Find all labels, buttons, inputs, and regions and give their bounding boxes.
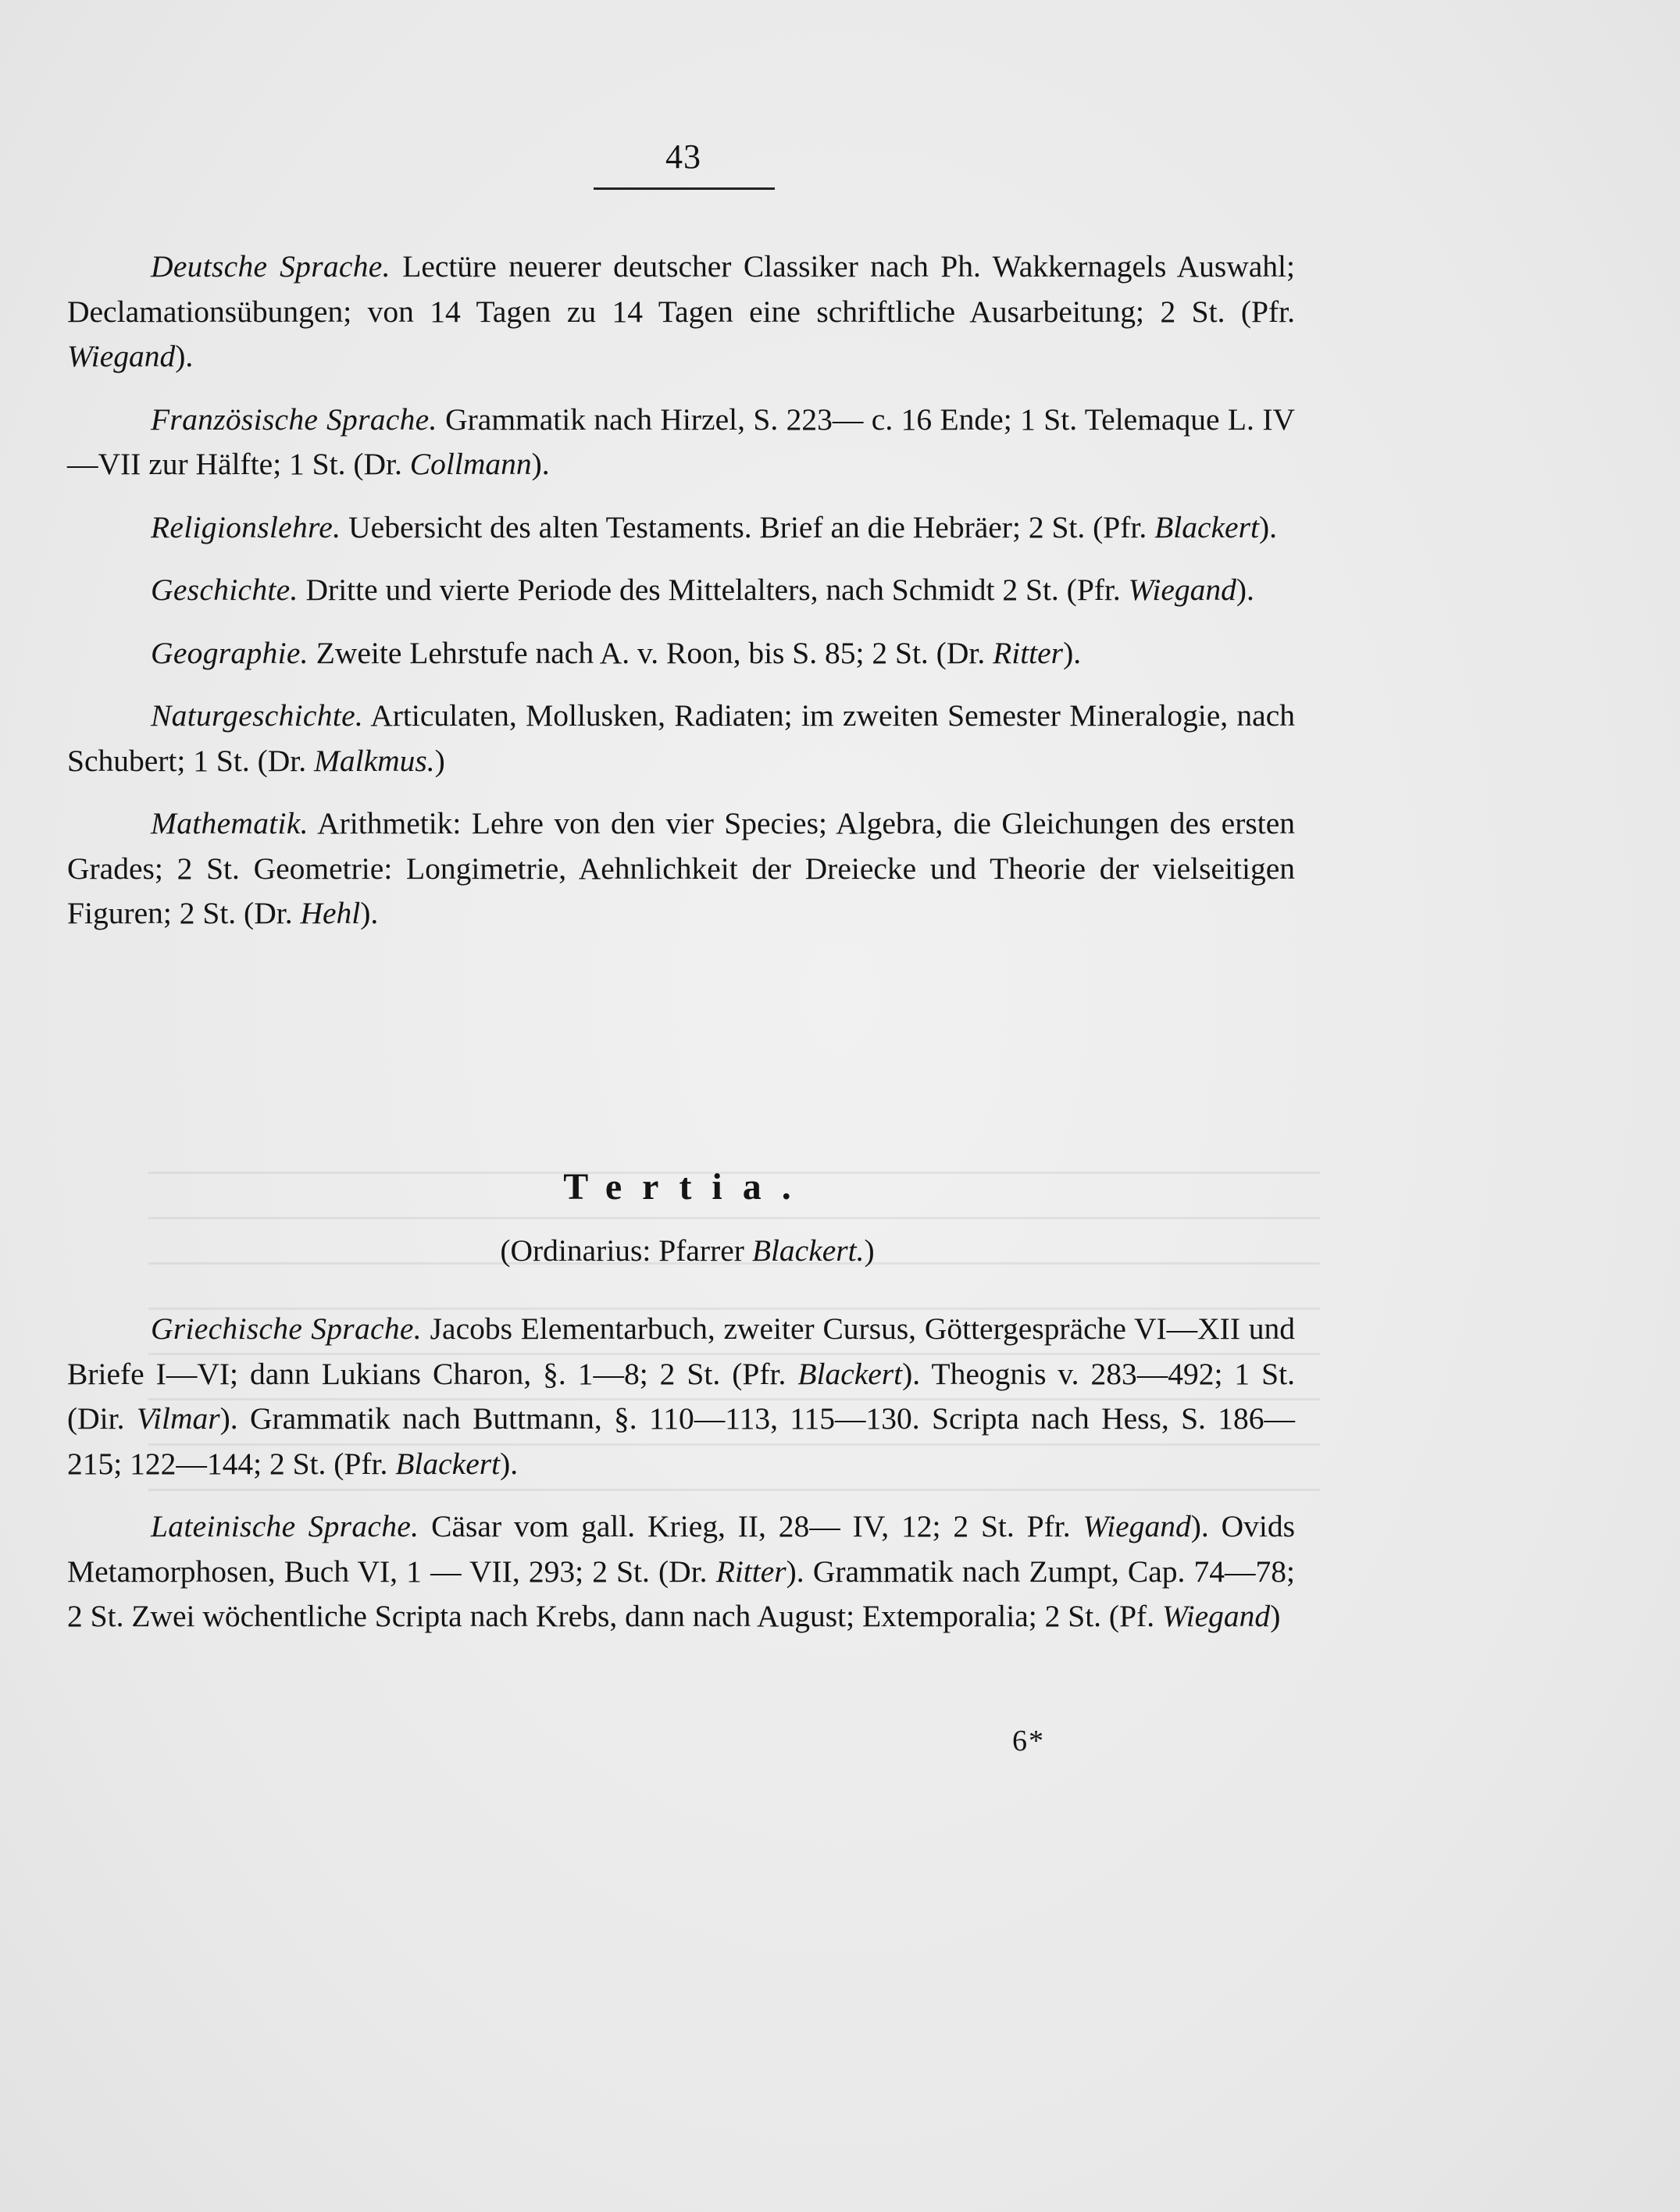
sheet-signature: 6*	[1012, 1725, 1045, 1757]
subject-text: Grammatik nach Hirzel, S. 223— c. 16 Ende; 1 St. Telemaque L. IV—VII zur Hälfte; 1 St. (Dr.	[67, 401, 1296, 481]
subject-text: )	[434, 743, 445, 778]
teacher-name: Hehl	[300, 896, 361, 930]
subject-text: Cäsar vom gall. Krieg, II, 28— IV, 12; 2 St. Pfr.	[419, 1509, 1083, 1543]
subject-heading: Naturgeschichte.	[151, 698, 364, 733]
subject-heading: Mathematik.	[151, 806, 309, 840]
subject-text: ).	[531, 447, 550, 481]
teacher-name: Blackert	[395, 1446, 501, 1481]
subject-text: ).	[500, 1446, 519, 1481]
teacher-name: Wiegand	[1128, 573, 1236, 607]
subject-paragraph	[67, 1307, 1295, 1486]
page-number: 43	[665, 137, 701, 176]
teacher-name: Vilmar	[136, 1401, 220, 1436]
page-number-rule	[594, 187, 775, 190]
subject-text: Arithmetik: Lehre von den vier Species; Algebra, die Gleichungen des ersten Grades; 2 St. Geometrie: Longimetrie, Aehnlichkeit der Dreiecke und Theorie der vielseitigen Figuren; 2 St. (Dr.	[67, 806, 1295, 930]
subject-text: ).	[1258, 509, 1277, 544]
teacher-name: Wiegand	[67, 339, 176, 373]
subject-heading: Geschichte.	[151, 573, 298, 607]
subject-text: ). Theognis v. 283—492; 1 St. (Dir.	[67, 1356, 1295, 1436]
subject-paragraph	[67, 505, 1295, 551]
subject-paragraph	[67, 568, 1295, 613]
subject-heading: Französische Sprache.	[151, 401, 437, 437]
subject-text: )	[1270, 1599, 1281, 1633]
teacher-name: Wiegand	[1083, 1509, 1191, 1543]
subject-heading: Lateinische Sprache.	[151, 1509, 419, 1543]
subject-heading: Griechische Sprache.	[151, 1311, 422, 1346]
subject-text: Articulaten, Mollusken, Radiaten; im zweiten Semester Mineralogie, nach Schubert; 1 St. (Dr.	[67, 698, 1295, 778]
subject-paragraph	[67, 801, 1295, 937]
ordinarius-suffix: )	[864, 1233, 875, 1268]
teacher-name: Blackert	[797, 1356, 903, 1391]
subject-text: ).	[360, 896, 379, 930]
subject-text: Jacobs Elementarbuch, zweiter Cursus, Göttergespräche VI—XII und Briefe I—VI; dann Lukians Charon, §. 1—8; 2 St. (Pfr.	[67, 1311, 1295, 1391]
subject-text: ). Grammatik nach Buttmann, §. 110—113, 115—130. Scripta nach Hess, S. 186—215; 122—144; 2 St. (Pfr.	[67, 1401, 1295, 1481]
subject-paragraph	[67, 398, 1295, 487]
subject-paragraph	[67, 631, 1295, 676]
teacher-name: Ritter	[715, 1554, 786, 1589]
curriculum-block-upper	[67, 244, 1295, 954]
teacher-name: Ritter	[993, 635, 1064, 670]
section-title: Tertia.	[563, 1166, 811, 1208]
subject-text: ).	[1063, 635, 1082, 670]
subject-text: Dritte und vierte Periode des Mittelalters, nach Schmidt 2 St. (Pfr.	[298, 573, 1129, 607]
teacher-name: Blackert	[1154, 509, 1259, 544]
teacher-name: Collmann	[409, 447, 532, 481]
subject-text: Zweite Lehrstufe nach A. v. Roon, bis S. 85; 2 St. (Dr.	[308, 635, 993, 670]
teacher-name: Malkmus.	[313, 743, 435, 778]
subject-paragraph	[67, 1504, 1295, 1639]
ordinarius-line	[312, 1233, 1062, 1268]
subject-text: ).	[1236, 573, 1254, 607]
subject-paragraph	[67, 694, 1295, 783]
subject-paragraph	[67, 244, 1295, 380]
ordinarius-name: Blackert.	[751, 1233, 865, 1268]
ordinarius-prefix: (Ordinarius: Pfarrer	[500, 1233, 752, 1268]
subject-heading: Religionslehre.	[151, 509, 341, 544]
subject-text: ). Ovids Metamorphosen, Buch VI, 1 — VII, 293; 2 St. (Dr.	[67, 1509, 1295, 1589]
teacher-name: Wiegand	[1161, 1599, 1271, 1633]
subject-text: Lectüre neuerer deutscher Classiker nach Ph. Wakkernagels Auswahl; Declamationsübungen; von 14 Tagen zu 14 Tagen eine schriftliche Ausarbeitung; 2 St. (Pfr.	[67, 249, 1295, 329]
subject-heading: Geographie.	[151, 635, 309, 670]
subject-text: ).	[175, 339, 194, 373]
curriculum-block-tertia	[67, 1307, 1295, 1657]
subject-text: Uebersicht des alten Testaments. Brief an die Hebräer; 2 St. (Pfr.	[341, 509, 1155, 544]
subject-text: ). Grammatik nach Zumpt, Cap. 74—78; 2 St. Zwei wöchentliche Scripta nach Krebs, dann nach August; Extemporalia; 2 St. (Pf.	[67, 1554, 1295, 1633]
subject-heading: Deutsche Sprache.	[151, 249, 391, 284]
